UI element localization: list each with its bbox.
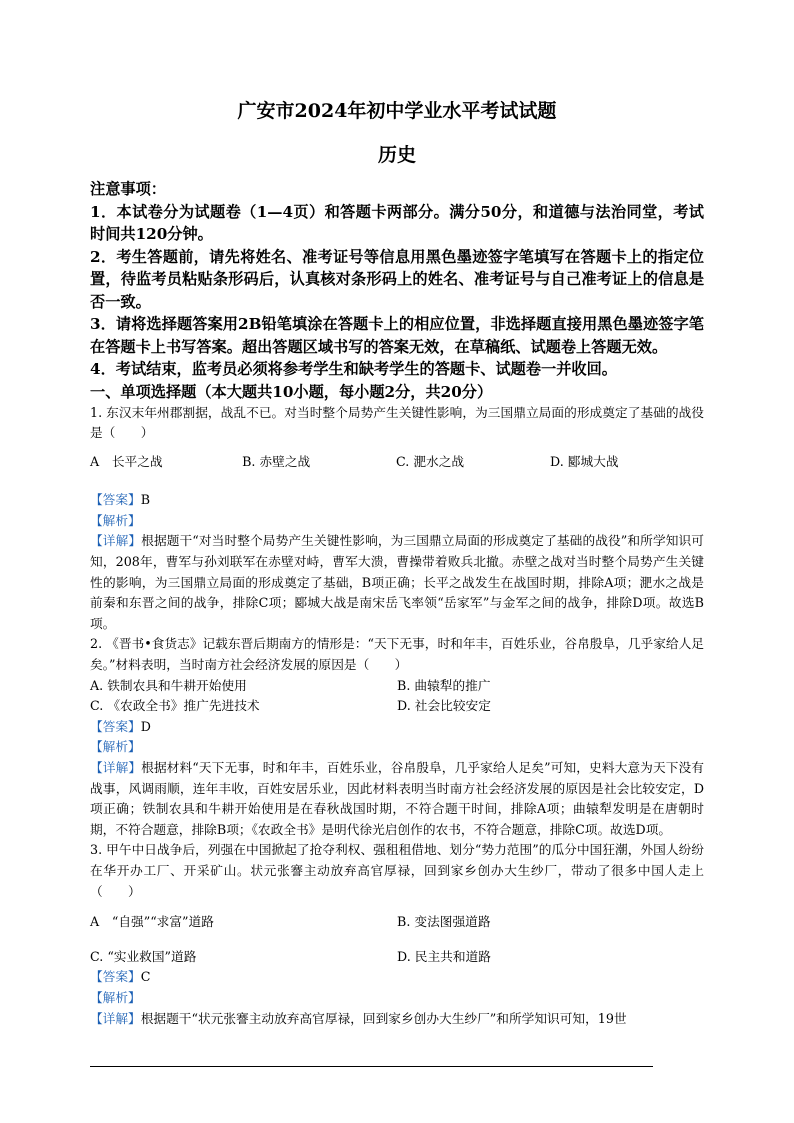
option-c: C. “实业救国”道路 bbox=[90, 948, 197, 964]
option-row bbox=[90, 912, 704, 933]
notice-item-1: 1．本试卷分为试题卷（1—4页）和答题卡两部分。满分50分，和道德与法治同堂，考试时间共120分钟。 bbox=[90, 202, 704, 243]
answer-label: 【答案】 bbox=[90, 969, 141, 985]
notice-item-3: 3．请将选择题答案用2B铅笔填涂在答题卡上的相应位置，非选择题直接用黑色墨迹签字笔在答题卡上书写答案。超出答题区域书写的答案无效，在草稿纸、试题卷上答题无效。 bbox=[90, 315, 704, 356]
detail-text: 根据题干“状元张謇主动放弃高官厚禄，回到家乡创办大生纱厂”和所学知识可知，19世 bbox=[140, 1010, 627, 1026]
question-3 bbox=[90, 840, 704, 1029]
detail-label: 【详解】 bbox=[90, 533, 142, 549]
option-row bbox=[90, 696, 704, 717]
notice-item-4: 4．考试结束，监考员必须将参考学生和缺考学生的答题卡、试题卷一并收回。 bbox=[90, 360, 617, 378]
detail-text: 根据题干“对当时整个局势产生关键性影响，为三国鼎立局面的形成奠定了基础的战役”和所学知识可知，208年，曹军与孙刘联军在赤壁对峙，曹军大溃，曹操带着败兵北撤。赤壁之战对当时整个局势产生关键性的影响，为三国鼎立局面的形成奠定了基础，B项正确；长平之战发生在战国时期，排除A项；淝水之战是前秦和东晋之间的战争，排除C项；郾城大战是南宋岳飞率领“岳家军”与金军之间的战争，排除D项。故选B项。 bbox=[90, 533, 704, 631]
answer-value: D bbox=[140, 718, 151, 734]
answer-value: C bbox=[140, 969, 151, 985]
option-a: A. 铁制农具和牛耕开始使用 bbox=[90, 677, 247, 693]
detail-paragraph bbox=[90, 1009, 704, 1030]
analysis-label: 【解析】 bbox=[90, 989, 141, 1005]
option-b: B. 赤壁之战 bbox=[242, 453, 311, 469]
answer-line bbox=[90, 967, 704, 988]
option-row bbox=[90, 452, 704, 473]
notice-block bbox=[90, 178, 704, 381]
option-b: B. 变法图强道路 bbox=[397, 914, 491, 930]
answer-label: 【答案】 bbox=[90, 718, 141, 734]
question-2 bbox=[90, 634, 704, 840]
detail-paragraph bbox=[90, 758, 704, 840]
option-c: C. 淝水之战 bbox=[396, 453, 465, 469]
section-heading: 一、单项选择题（本大题共10小题，每小题2分，共20分） bbox=[90, 382, 493, 401]
analysis-label: 【解析】 bbox=[90, 739, 141, 755]
answer-value: B bbox=[140, 492, 151, 508]
question-stem: 2. 《晋书•食货志》记载东晋后期南方的情形是：“天下无事，时和年丰，百姓乐业，谷帛殷阜，几乎家给人足矣。”材料表明，当时南方社会经济发展的原因是（ ） bbox=[90, 636, 704, 673]
page-title: 广安市2024年初中学业水平考试试题 bbox=[237, 100, 557, 122]
question-stem: 3. 甲午中日战争后，列强在中国掀起了抢夺利权、强租租借地、划分“势力范围”的瓜分中国狂潮，外国人纷纷在华开办工厂、开采矿山。状元张謇主动放弃高官厚禄，回到家乡创办大生纱厂，带动了很多中国人走上（ ） bbox=[90, 842, 704, 899]
option-d: D. 社会比较安定 bbox=[397, 698, 491, 714]
option-c: C. 《农政全书》推广先进技术 bbox=[90, 698, 260, 714]
notice-heading: 注意事项： bbox=[90, 180, 166, 198]
question-1 bbox=[90, 403, 704, 635]
notice-item-2: 2．考生答题前，请先将姓名、准考证号等信息用黑色墨迹签字笔填写在答题卡上的指定位置，待监考员粘贴条形码后，认真核对条形码上的姓名、准考证号与自己准考证上的信息是否一致。 bbox=[90, 247, 704, 311]
subject-title: 历史 bbox=[377, 144, 416, 166]
detail-label: 【详解】 bbox=[90, 760, 142, 775]
option-row bbox=[90, 947, 704, 968]
detail-label: 【详解】 bbox=[90, 1010, 141, 1026]
option-a: A 长平之战 bbox=[90, 453, 163, 469]
option-row bbox=[90, 676, 704, 697]
answer-line bbox=[90, 490, 704, 511]
analysis-label: 【解析】 bbox=[90, 512, 141, 528]
option-b: B. 曲辕犁的推广 bbox=[397, 677, 491, 693]
footer-divider bbox=[90, 1066, 653, 1067]
answer-line bbox=[90, 717, 704, 738]
option-d: D. 民主共和道路 bbox=[397, 948, 491, 964]
option-a: A “自强”“求富”道路 bbox=[90, 914, 214, 930]
exam-page bbox=[90, 98, 704, 1029]
answer-label: 【答案】 bbox=[90, 492, 141, 508]
detail-paragraph bbox=[90, 531, 704, 634]
option-d: D. 郾城大战 bbox=[550, 453, 619, 469]
detail-text: 根据材料“天下无事，时和年丰，百姓乐业，谷帛殷阜，几乎家给人足矣”可知，史料大意为天下没有战事，风调雨顺，连年丰收，百姓安居乐业，因此材料表明当时南方社会经济发展的原因是社会比较安定，D项正确；铁制农具和牛耕开始使用是在春秋战国时期，不符合题干时间，排除A项；曲辕犁发明是在唐朝时期，不符合题意，排除B项；《农政全书》是明代徐光启创作的农书，不符合题意，排除C项。故选D项。 bbox=[90, 760, 704, 837]
question-stem: 1. 东汉末年州郡割据，战乱不已。对当时整个局势产生关键性影响，为三国鼎立局面的形成奠定了基础的战役是（ ） bbox=[90, 404, 704, 441]
